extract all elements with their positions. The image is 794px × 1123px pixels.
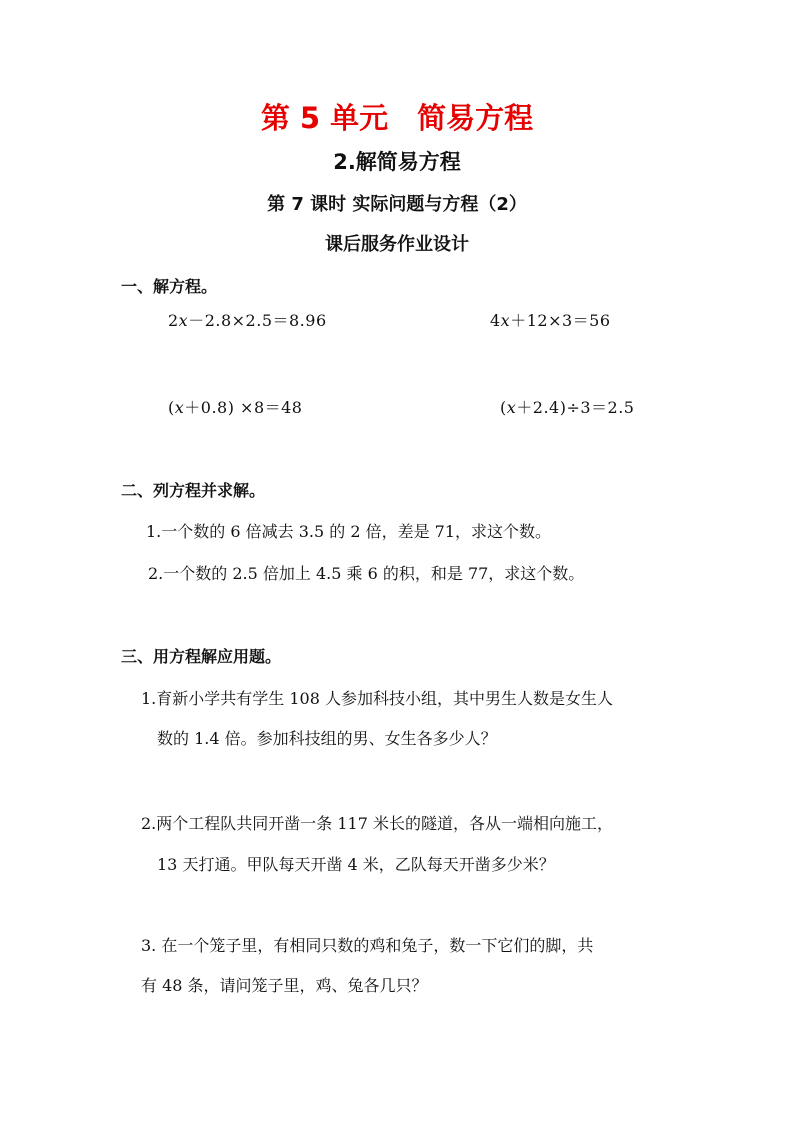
word-problem-2-line-1: 2.两个工程队共同开凿一条 117 米长的隧道，各从一端相向施工， — [141, 814, 613, 833]
equation-2: 4𝑥＋12×3＝56 — [490, 311, 611, 330]
section-1-heading: 一、解方程。 — [121, 277, 218, 296]
equation-4: (𝑥＋2.4)÷3＝2.5 — [500, 398, 635, 417]
equation-3: (𝑥＋0.8) ×8＝48 — [168, 398, 303, 417]
word-problem-2-line-2: 13 天打通。甲队每天开凿 4 米，乙队每天开凿多少米？ — [157, 855, 555, 874]
problem-2-2: 2.一个数的 2.5 倍加上 4.5 乘 6 的积，和是 77，求这个数。 — [148, 564, 585, 583]
problem-2-1: 1.一个数的 6 倍减去 3.5 的 2 倍，差是 71，求这个数。 — [146, 522, 552, 541]
lesson-subtitle: 2.解简易方程 — [333, 150, 461, 174]
word-problem-1-line-1: 1.育新小学共有学生 108 人参加科技小组，其中男生人数是女生人 — [141, 689, 613, 708]
section-2-heading: 二、列方程并求解。 — [121, 481, 266, 500]
section-3-heading: 三、用方程解应用题。 — [121, 647, 282, 666]
unit-title: 第 5 单元 简易方程 — [260, 101, 534, 135]
word-problem-1-line-2: 数的 1.4 倍。参加科技组的男、女生各多少人？ — [157, 729, 497, 748]
homework-design-title: 课后服务作业设计 — [325, 234, 469, 255]
lesson-period: 第 7 课时 实际问题与方程（2） — [267, 194, 527, 215]
word-problem-3-line-2: 有 48 条，请问笼子里，鸡、兔各几只？ — [141, 976, 428, 995]
word-problem-3-line-1: 3. 在一个笼子里，有相同只数的鸡和兔子，数一下它们的脚，共 — [141, 936, 594, 955]
equation-1: 2𝑥－2.8×2.5＝8.96 — [168, 311, 327, 330]
